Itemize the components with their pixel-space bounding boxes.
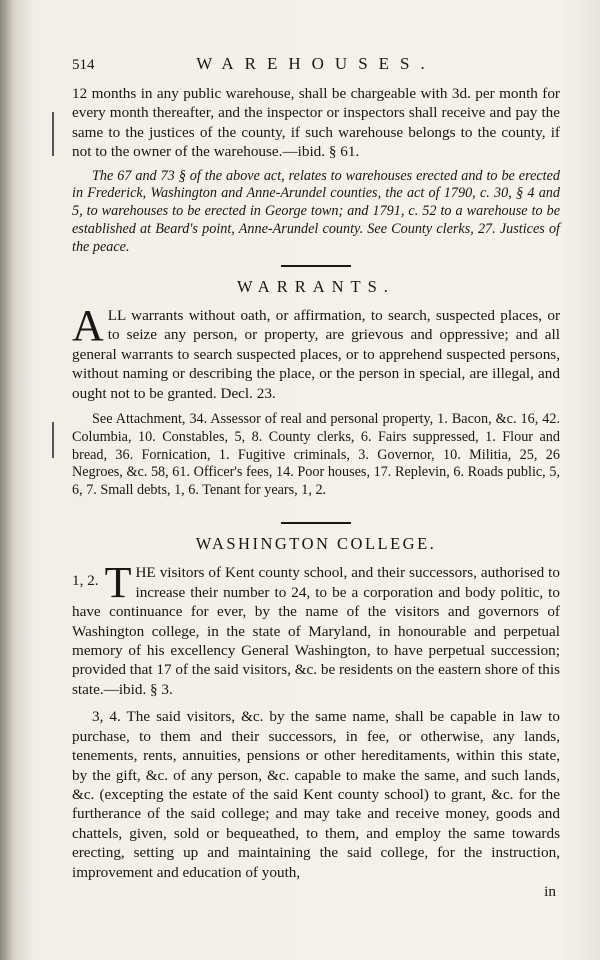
section-title-warrants: WARRANTS. xyxy=(237,276,395,296)
college-section-1-body: HE visitors of Kent county school, and their successors, authorised to increase their number to 24, to be a corporation and body politic, to have continuance for ever, by the name of the visitors and governors of Washington college, in the state of Maryland, in honourable and perpetual memory of his excellency General Washington, to have perpetual succession; provided that 17 of the said visitors, &c. be residents on the eastern shore of this state.—ibid. § 3. xyxy=(72,564,561,698)
running-title: WAREHOUSES. xyxy=(196,54,436,73)
warrants-see-also: See Attachment, 34. Assessor of real and personal property, 1. Bacon, &c. 16, 42. Columbia, 10. Constables, 5, 8. County clerks, 6. Fairs suppressed, 1. Flour and bread, 36. Fornication, 1. Fugitive criminals, 3. Governor, 10. Militia, 25, 26 Negroes, &c. 58, 61. Officer's fees, 14. Poor houses, 17. Replevin, 6. Roads public, 5, 6, 7. Small debts, 1, 6. Tenant for years, 1, 2. xyxy=(72,411,560,499)
warehouses-continuation: 12 months in any public warehouse, shall be chargeable with 3d. per month for every month thereafter, and the inspector or inspectors shall receive and pay the same to the justices of the county, if such warehouse belongs to the county, if not to the owner of the warehouse.—ibid. § 61. xyxy=(72,85,560,161)
college-section-1 xyxy=(72,558,561,699)
warrants-paragraph xyxy=(72,301,560,403)
page-content xyxy=(72,54,560,901)
section-rule xyxy=(281,522,351,524)
section-rule xyxy=(281,265,351,267)
warehouses-note: The 67 and 73 § of the above act, relates to warehouses erected and to be erected in Frederick, Washington and Anne-Arundel counties, the act of 1790, c. 30, § 4 and 5, to warehouses to be erected in George town; and 1791, c. 52 to a warehouse to be established at Beard's point, Anne-Arundel county. See County clerks, 27. Justices of the peace. xyxy=(72,167,560,255)
drop-cap: T xyxy=(104,558,132,608)
drop-cap: A xyxy=(72,301,104,351)
margin-mark xyxy=(52,422,54,458)
catchword: in xyxy=(544,882,556,900)
college-section-2: 3, 4. The said visitors, &c. by the same name, shall be capable in law to purchase, to them and their successors, in fee, or otherwise, any lands, tenements, rents, annuities, pensions or other hereditaments, within this state, by the gift, &c. of any person, &c. capable to make the same, and such lands, &c. (excepting the estate of the said Kent county school) to grant, &c. for the furtherance of the said college; and may take and receive money, goods and chattels, given, sold or bequeathed, to them, and employ the same towards erecting, setting up and maintaining the said college, for the instruction, improvement and education of youth, xyxy=(72,708,560,881)
page-header xyxy=(72,54,560,84)
section-title-washington-college: WASHINGTON COLLEGE. xyxy=(195,534,437,554)
section-number: 1, 2. xyxy=(72,572,99,590)
margin-mark xyxy=(52,112,54,156)
page-number: 514 xyxy=(72,57,95,73)
warrants-body: LL warrants without oath, or affirmation, to search, suspected places, or to seize any person, or property, are grievous and oppressive; and all general warrants to search suspected places, or to apprehend suspected persons, without naming or describing the place, or the person in special, are illegal, and ought not to be granted. Decl. 23. xyxy=(72,307,560,402)
